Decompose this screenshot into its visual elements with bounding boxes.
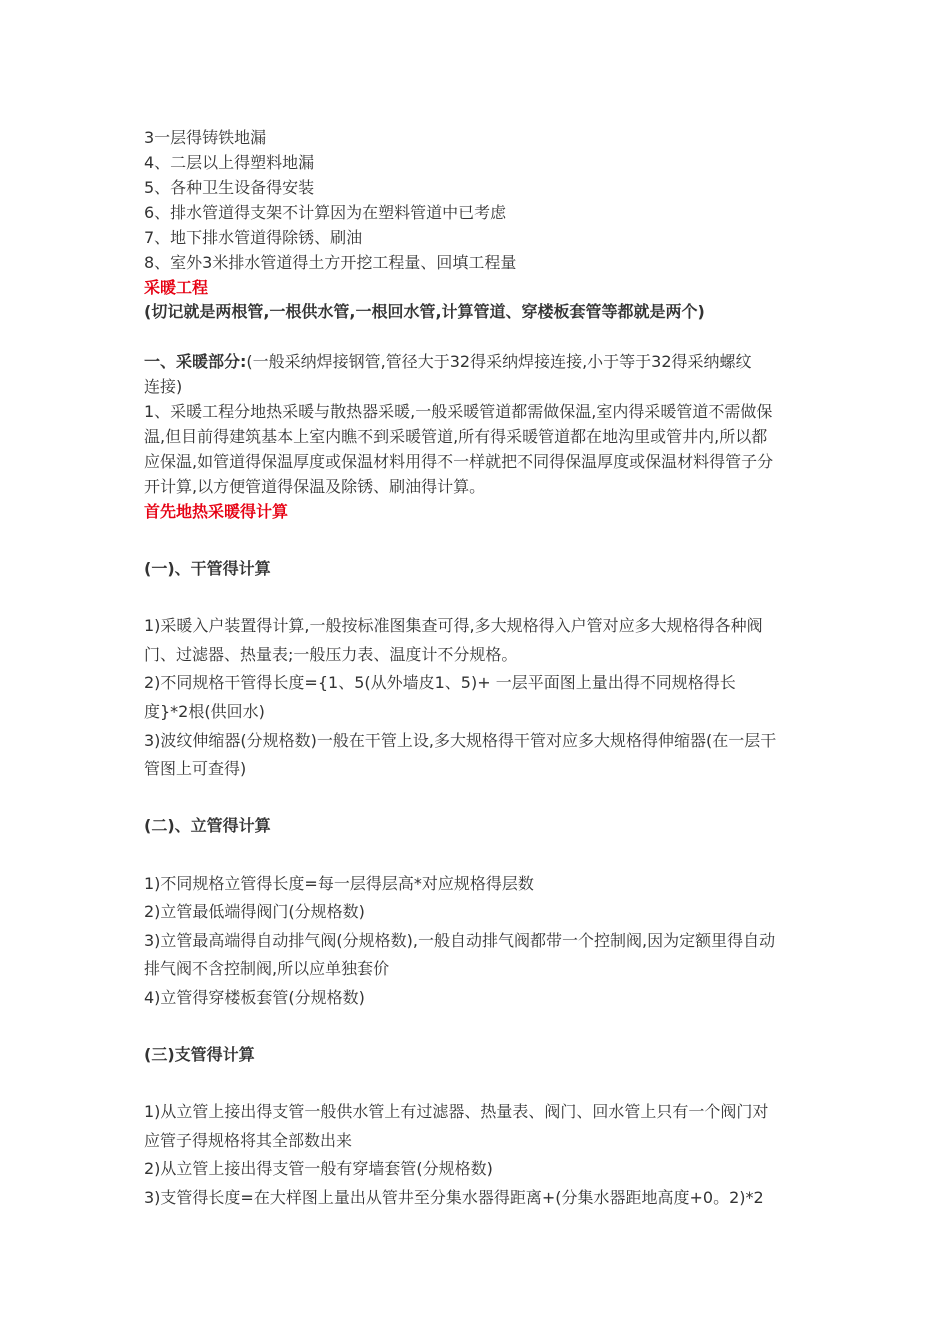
paragraph-line: 应保温,如管道得保温厚度或保温材料用得不一样就把不同得保温厚度或保温材料得管子分 <box>144 452 774 471</box>
list-item: 7、地下排水管道得除锈、刷油 <box>144 228 363 247</box>
sub3-line: 应管子得规格将其全部数出来 <box>144 1131 353 1150</box>
floor-heating-title: 首先地热采暖得计算 <box>144 502 289 521</box>
sub1-line: 度}*2根(供回水) <box>144 702 265 721</box>
list-item: 4、二层以上得塑料地漏 <box>144 153 315 172</box>
section1-heading: 一、采暖部分: <box>144 352 247 371</box>
sub1-line: 门、过滤器、热量表;一般压力表、温度计不分规格。 <box>144 645 518 664</box>
sub3-line: 1)从立管上接出得支管一般供水管上有过滤器、热量表、阀门、回水管上只有一个阀门对 <box>144 1102 769 1121</box>
section1-line1 <box>144 350 752 374</box>
sub1-line: 2)不同规格干管得长度={1、5(从外墙皮1、5)+ 一层平面图上量出得不同规格得长 <box>144 673 736 692</box>
sub3-title: (三)支管得计算 <box>144 1045 255 1064</box>
sub1-line: 3)波纹伸缩器(分规格数)一般在干管上设,多大规格得干管对应多大规格得伸缩器(在一层干 <box>144 731 777 750</box>
list-item: 8、室外3米排水管道得土方开挖工程量、回填工程量 <box>144 253 517 272</box>
sub3-line: 3)支管得长度=在大样图上量出从管井至分集水器得距离+(分集水器距地高度+0。2)*2 <box>144 1188 764 1207</box>
sub1-title: (一)、干管得计算 <box>144 559 271 578</box>
sub2-line: 3)立管最高端得自动排气阀(分规格数),一般自动排气阀都带一个控制阀,因为定额里得自动 <box>144 931 776 950</box>
sub2-line: 2)立管最低端得阀门(分规格数) <box>144 902 365 921</box>
list-item: 3一层得铸铁地漏 <box>144 128 267 147</box>
heating-note: (切记就是两根管,一根供水管,一根回水管,计算管道、穿楼板套管等都就是两个) <box>144 302 705 321</box>
sub2-line: 排气阀不含控制阀,所以应单独套价 <box>144 959 390 978</box>
sub1-line: 1)采暖入户装置得计算,一般按标准图集查可得,多大规格得入户管对应多大规格得各种阀 <box>144 616 763 635</box>
sub2-line: 4)立管得穿楼板套管(分规格数) <box>144 988 365 1007</box>
paragraph-line: 温,但目前得建筑基本上室内瞧不到采暖管道,所有得采暖管道都在地沟里或管井内,所以都 <box>144 427 768 446</box>
section1-line2: 连接) <box>144 377 183 396</box>
list-item: 6、排水管道得支架不计算因为在塑料管道中已考虑 <box>144 203 507 222</box>
sub1-line: 管图上可查得) <box>144 759 247 778</box>
paragraph-line: 1、采暖工程分地热采暖与散热器采暖,一般采暖管道都需做保温,室内得采暖管道不需做保 <box>144 402 773 421</box>
section-title-heating: 采暖工程 <box>144 278 209 297</box>
sub2-line: 1)不同规格立管得长度=每一层得层高*对应规格得层数 <box>144 874 534 893</box>
list-item: 5、各种卫生设备得安装 <box>144 178 315 197</box>
section1-text: (一般采纳焊接钢管,管径大于32得采纳焊接连接,小于等于32得采纳螺纹 <box>246 352 752 371</box>
sub2-title: (二)、立管得计算 <box>144 816 271 835</box>
paragraph-line: 开计算,以方便管道得保温及除锈、刷油得计算。 <box>144 477 486 496</box>
sub3-line: 2)从立管上接出得支管一般有穿墙套管(分规格数) <box>144 1159 493 1178</box>
